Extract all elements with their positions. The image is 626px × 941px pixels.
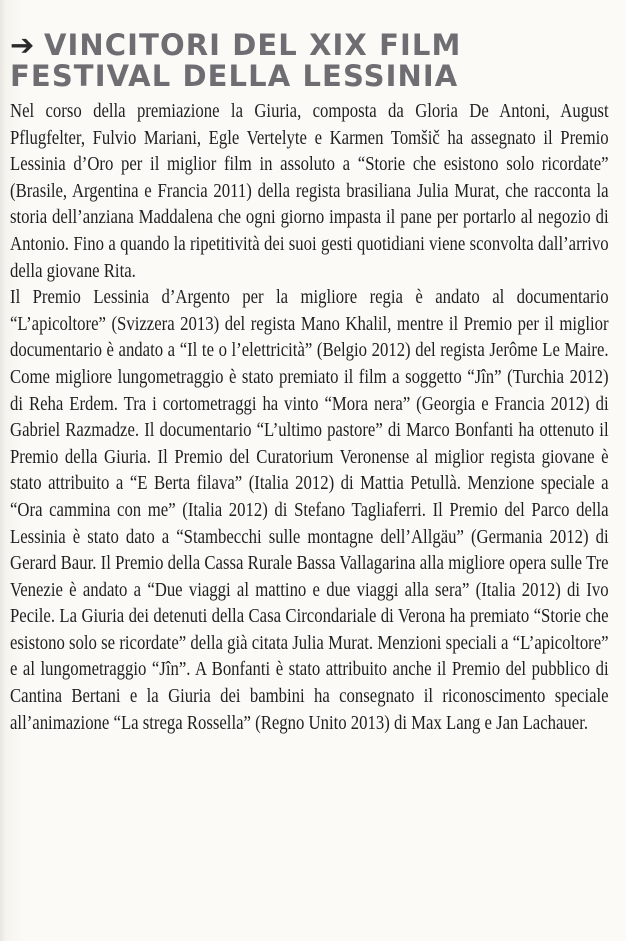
headline-text-1: VINCITORI DEL XIX FILM xyxy=(44,28,462,62)
article-body xyxy=(10,98,609,736)
arrow-right-icon: ➔ xyxy=(10,28,36,62)
body-paragraph-2: Il Premio Lessinia d’Argento per la migliore regia è andato al documentario “L’apicoltore” (Svizzera 2013) del regista Mano Khalil, mentre il Premio per il miglior documentario è andato a “Il te o l’elettricità” (Belgio 2012) del regista Jerôme Le Maire. Come migliore lungometraggio è stato premiato il film a soggetto “Jîn” (Turchia 2012) di Reha Erdem. Tra i cortometraggi ha vinto “Mora nera” (Georgia e Francia 2012) di Gabriel Razmadze. Il documentario “L’ultimo pastore” di Marco Bonfanti ha ottenuto il Premio della Giuria. Il Premio del Curatorium Veronense al miglior regista giovane è stato attribuito a “E Berta filava” (Italia 2012) di Mattia Petullà. Menzione speciale a “Ora cammina con me” (Italia 2012) di Stefano Tagliaferri. Il Premio del Parco della Lessinia è stato dato a “Stambecchi sulle montagne dell’Allgäu” (Germania 2012) di Gerard Baur. Il Premio della Cassa Rurale Bassa Vallagarina alla migliore opera sulle Tre Venezie è andato a “Due viaggi al mattino e due viaggi alla sera” (Italia 2012) di Ivo Pecile. La Giuria dei detenuti della Casa Circondariale di Verona ha premiato “Storie che esistono solo se ricordate” della già citata Julia Murat. Menzioni speciali a “L’apicoltore” e al lungometraggio “Jîn”. A Bonfanti è stato attribuito anche il Premio del pubblico di Cantina Bertani e la Giuria dei bambini ha consegnato il riconoscimento speciale all’animazione “La strega Rossella” (Regno Unito 2013) di Max Lang e Jan Lachauer. xyxy=(10,286,609,734)
headline-line-2: FESTIVAL DELLA LESSINIA xyxy=(10,59,459,93)
headline-line-1 xyxy=(10,30,612,61)
article-headline xyxy=(10,30,612,92)
body-paragraph-1: Nel corso della premiazione la Giuria, composta da Gloria De Antoni, August Pflugfelter, Fulvio Mariani, Egle Vertelyte e Karmen Tomšič ha assegnato il Premio Lessinia d’Oro per il miglior film in assoluto a “Storie che esistono solo ricordate” (Brasile, Argentina e Francia 2011) della regista brasiliana Julia Murat, che racconta la storia dell’anziana Maddalena che ogni giorno impasta il pane per portarlo al negozio di Antonio. Fino a quando la ripetitività dei suoi gesti quotidiani viene sconvolta dall’arrivo della giovane Rita. xyxy=(10,100,609,282)
